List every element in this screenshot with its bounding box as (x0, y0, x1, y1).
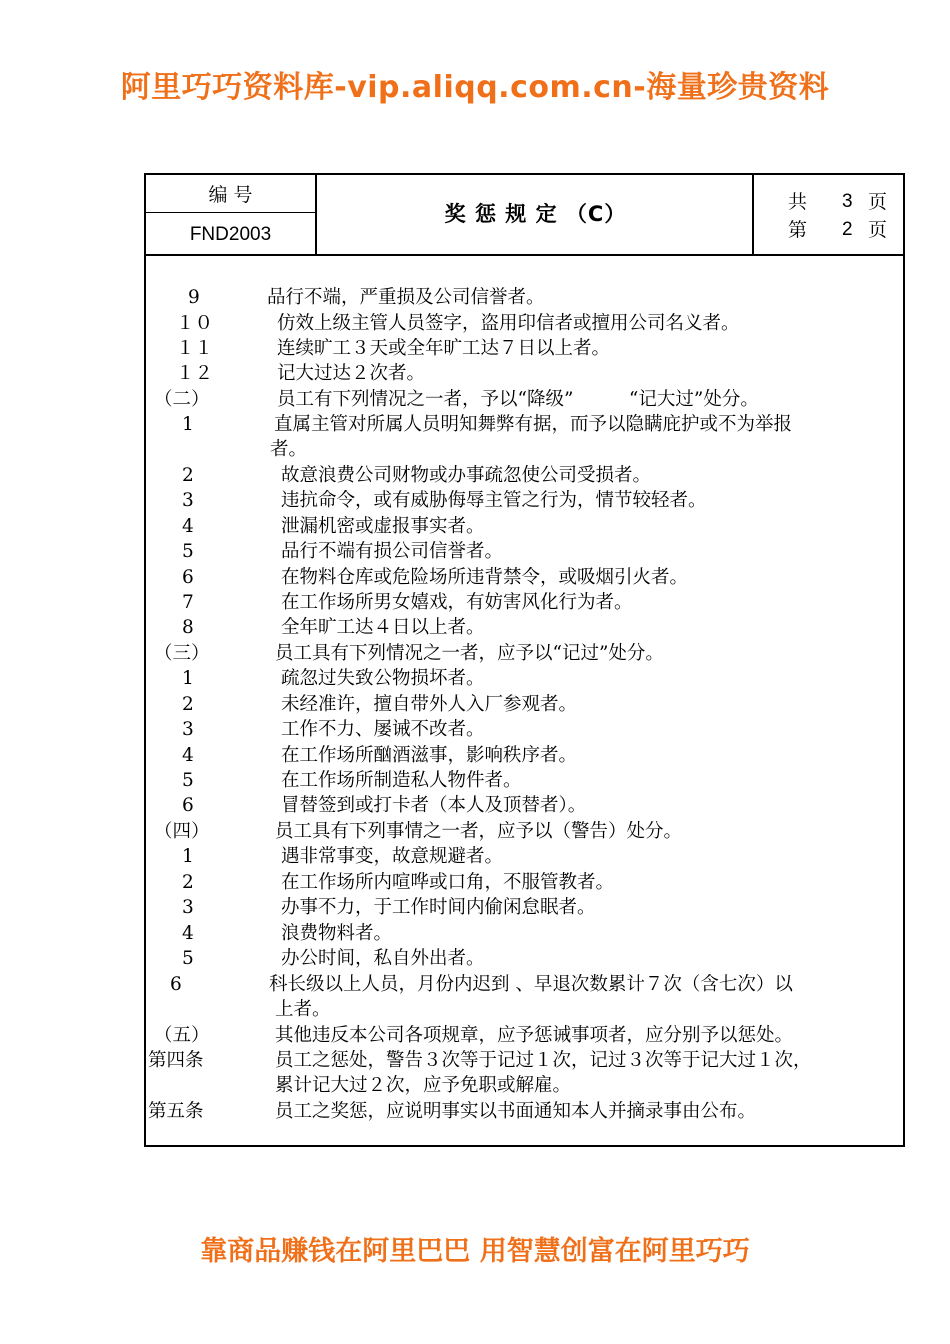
item-text: 办公时间，私自外出者。 (281, 948, 485, 969)
page-info (752, 175, 903, 254)
current-page: 2 (842, 219, 853, 240)
item-text: 在工作场所制造私人物件者。 (281, 770, 522, 791)
item-number: 5 (182, 770, 194, 791)
item-text: 品行不端，严重损及公司信誉者。 (267, 287, 545, 308)
section-number: （二） (154, 389, 210, 410)
document-title: 奖 惩 规 定 （C） (444, 202, 627, 226)
article-number: 第五条 (148, 1101, 204, 1122)
page-unit: 页 (868, 219, 888, 241)
total-pages: 3 (842, 191, 853, 212)
item-number: 1 (182, 414, 194, 435)
total-pages-row (788, 187, 898, 217)
document-frame (144, 173, 905, 1147)
item-text: 工作不力、屡诫不改者。 (281, 719, 485, 740)
item-text: 在工作场所男女嬉戏，有妨害风化行为者。 (281, 592, 633, 613)
page-unit: 页 (868, 191, 888, 213)
code-label: 编 号 (146, 175, 315, 213)
item-text: 浪费物料者。 (281, 923, 393, 944)
item-number: １２ (176, 363, 214, 384)
item-number: 3 (182, 897, 194, 918)
item-text-continued: 上者。 (275, 999, 331, 1020)
item-text: 未经准许，擅自带外人入厂参观者。 (281, 694, 578, 715)
item-number: 9 (188, 287, 200, 308)
item-text: 冒替签到或打卡者（本人及顶替者）。 (281, 795, 587, 816)
item-number: 2 (182, 872, 194, 893)
item-text: 品行不端有损公司信誉者。 (281, 541, 504, 562)
item-number: 4 (182, 923, 194, 944)
item-number: １０ (176, 313, 214, 334)
section-number: （四） (154, 821, 210, 842)
item-number: 3 (182, 719, 194, 740)
item-number: 2 (182, 694, 194, 715)
item-number: 3 (182, 490, 194, 511)
item-text: 办事不力，于工作时间内偷闲怠眠者。 (281, 897, 596, 918)
item-number: 6 (170, 974, 182, 995)
item-number: 4 (182, 745, 194, 766)
item-number: 1 (182, 846, 194, 867)
item-text: 疏忽过失致公物损坏者。 (281, 668, 485, 689)
bottom-banner: 靠商品赚钱在阿里巴巴 用智慧创富在阿里巧巧 (200, 1236, 750, 1267)
article-number: 第四条 (148, 1050, 204, 1071)
item-text: 泄漏机密或虚报事实者。 (281, 516, 485, 537)
item-text: 在工作场所酗酒滋事，影响秩序者。 (281, 745, 578, 766)
section-number: （三） (154, 643, 210, 664)
document-body (146, 256, 903, 1145)
item-text: 遇非常事变，故意规避者。 (281, 846, 504, 867)
total-label: 共 (788, 191, 808, 213)
item-number: 5 (182, 541, 194, 562)
document-header (146, 175, 903, 256)
article-text: 员工之奖惩，应说明事实以书面通知本人并摘录事由公布。 (275, 1101, 757, 1122)
item-number: 6 (182, 567, 194, 588)
item-text: 故意浪费公司财物或办事疏忽使公司受损者。 (281, 465, 652, 486)
article-text: 员工之惩处，警告３次等于记过１次，记过３次等于记大过１次， (275, 1050, 812, 1071)
item-number: 1 (182, 668, 194, 689)
section-text: 员工具有下列情况之一者，应予以“记过”处分。 (275, 643, 664, 664)
article-text-continued: 累计记大过２次，应予免职或解雇。 (275, 1075, 572, 1096)
item-number: 5 (182, 948, 194, 969)
item-number: １１ (176, 338, 214, 359)
item-text: 科长级以上人员，月份内迟到 、早退次数累计７次（含七次）以 (269, 974, 793, 995)
top-banner: 阿里巧巧资料库-vip.aliqq.com.cn-海量珍贵资料 (120, 70, 830, 105)
item-text: 全年旷工达４日以上者。 (281, 617, 485, 638)
item-text: 在工作场所内喧哗或口角，不服管教者。 (281, 872, 615, 893)
section-text: 其他违反本公司各项规章，应予惩诫事项者，应分别予以惩处。 (275, 1025, 794, 1046)
item-number: 7 (182, 592, 194, 613)
item-number: 6 (182, 795, 194, 816)
item-number: 2 (182, 465, 194, 486)
item-text-continued: 者。 (270, 439, 308, 460)
section-number: （五） (154, 1025, 210, 1046)
section-text: 员工具有下列事情之一者，应予以（警告）处分。 (275, 821, 683, 842)
item-text: 直属主管对所属人员明知舞弊有据，而予以隐瞒庇护或不为举报 (274, 414, 793, 435)
item-text: 仿效上级主管人员签字，盗用印信者或擅用公司名义者。 (277, 313, 740, 334)
item-number: 8 (182, 617, 194, 638)
current-label: 第 (788, 219, 808, 241)
item-text: 连续旷工３天或全年旷工达７日以上者。 (277, 338, 611, 359)
code-value: FND2003 (189, 224, 272, 245)
code-cell (146, 175, 317, 254)
item-text: 违抗命令，或有威胁侮辱主管之行为，情节较轻者。 (281, 490, 707, 511)
item-text: 记大过达２次者。 (277, 363, 426, 384)
item-text: 在物料仓库或危险场所违背禁令，或吸烟引火者。 (281, 567, 689, 588)
section-text: 员工有下列情况之一者，予以“降级” “记大过”处分。 (277, 389, 759, 410)
item-number: 4 (182, 516, 194, 537)
current-page-row (788, 215, 898, 245)
